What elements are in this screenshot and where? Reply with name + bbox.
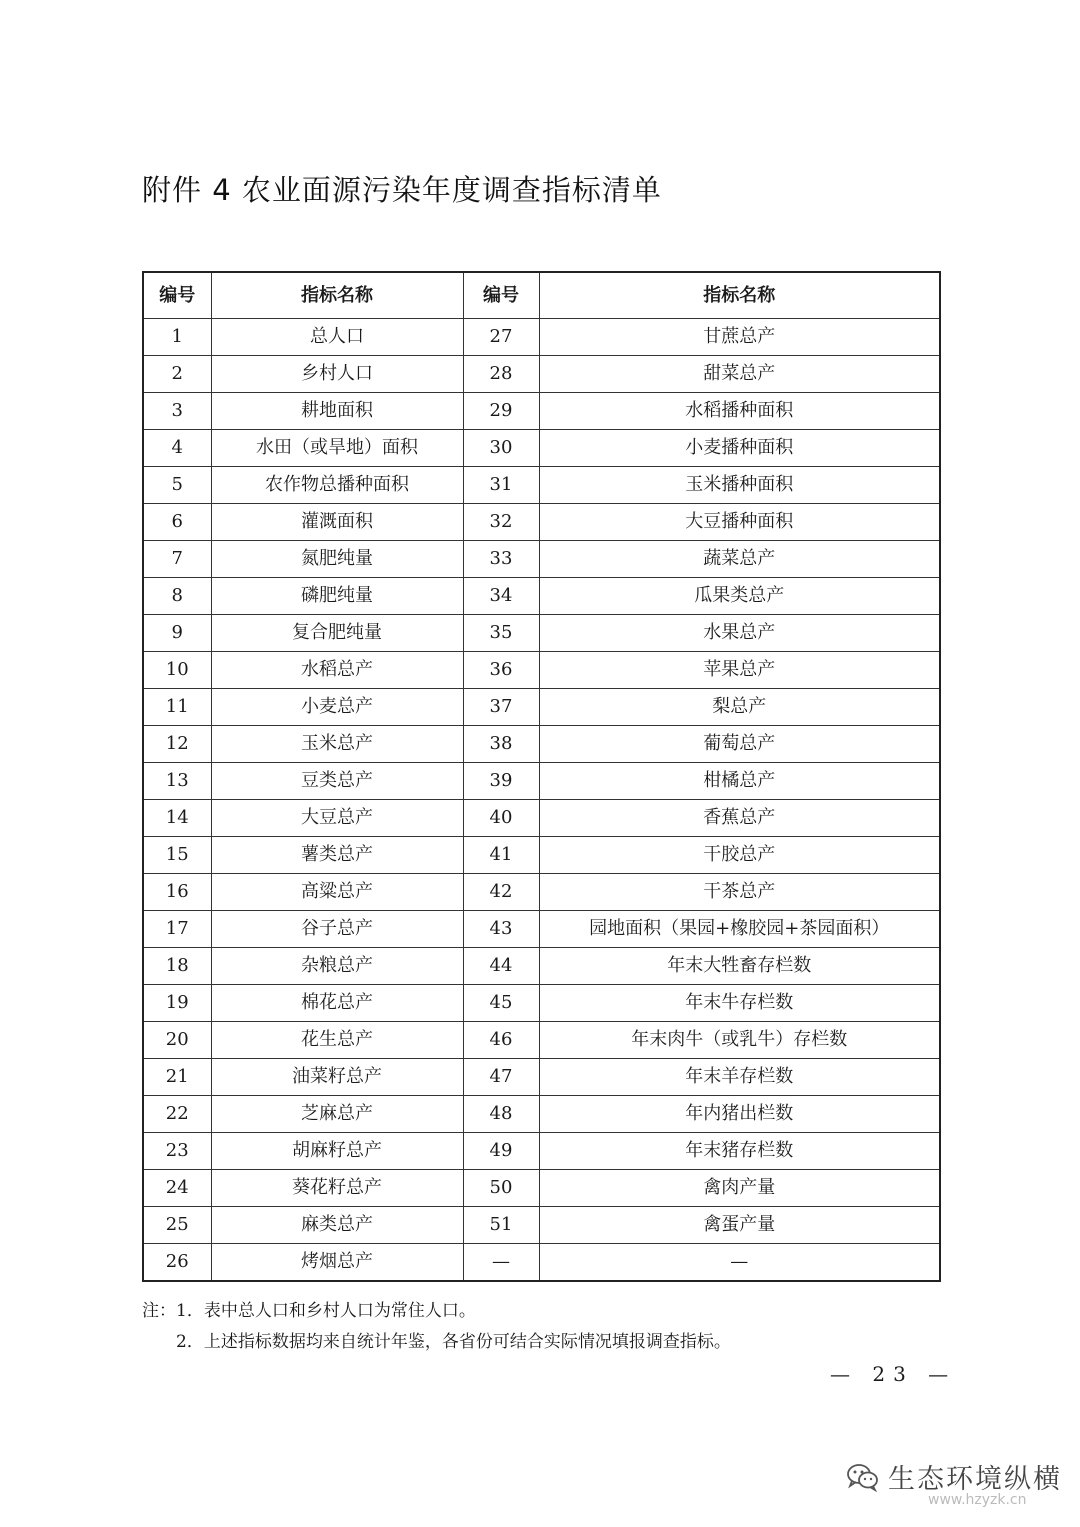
row-name-right: 年末牛存栏数 [539,985,940,1022]
row-name-right: — [539,1244,940,1282]
row-name-right: 玉米播种面积 [539,467,940,504]
footnotes [142,1296,731,1358]
table-row [143,1133,940,1170]
row-name-right: 梨总产 [539,689,940,726]
row-number-left: 2 [143,356,211,393]
row-name-left: 水田（或旱地）面积 [211,430,463,467]
table-row [143,911,940,948]
row-name-right: 年末肉牛（或乳牛）存栏数 [539,1022,940,1059]
table-row [143,652,940,689]
row-number-right: 38 [463,726,539,763]
row-number-left: 24 [143,1170,211,1207]
watermark-url: www.hzyzk.cn [928,1492,1027,1508]
row-number-left: 13 [143,763,211,800]
row-number-left: 17 [143,911,211,948]
row-number-left: 16 [143,874,211,911]
header-name-right: 指标名称 [539,272,940,319]
row-number-left: 18 [143,948,211,985]
row-number-right: 46 [463,1022,539,1059]
row-name-left: 磷肥纯量 [211,578,463,615]
row-name-right: 甘蔗总产 [539,319,940,356]
row-name-left: 总人口 [211,319,463,356]
table-row [143,393,940,430]
row-name-left: 麻类总产 [211,1207,463,1244]
row-name-left: 灌溉面积 [211,504,463,541]
row-number-right: 48 [463,1096,539,1133]
row-name-left: 玉米总产 [211,726,463,763]
row-name-left: 农作物总播种面积 [211,467,463,504]
row-number-right: 50 [463,1170,539,1207]
row-name-right: 瓜果类总产 [539,578,940,615]
row-name-right: 年内猪出栏数 [539,1096,940,1133]
table-row [143,615,940,652]
row-number-left: 9 [143,615,211,652]
row-name-left: 小麦总产 [211,689,463,726]
row-name-right: 干茶总产 [539,874,940,911]
row-number-right: 34 [463,578,539,615]
table-row [143,1170,940,1207]
table-row [143,1244,940,1282]
row-number-left: 26 [143,1244,211,1282]
row-name-right: 园地面积（果园+橡胶园+茶园面积） [539,911,940,948]
row-number-right: 31 [463,467,539,504]
table-row [143,578,940,615]
watermark-text: 生态环境纵横 [888,1464,1062,1495]
table-row [143,874,940,911]
row-number-left: 14 [143,800,211,837]
row-number-left: 20 [143,1022,211,1059]
row-number-right: 35 [463,615,539,652]
table-row [143,541,940,578]
page-number: — 23 — [830,1362,957,1386]
table-header-row [143,272,940,319]
table-row [143,467,940,504]
row-name-left: 水稻总产 [211,652,463,689]
row-number-right: 41 [463,837,539,874]
row-name-left: 胡麻籽总产 [211,1133,463,1170]
row-name-left: 氮肥纯量 [211,541,463,578]
row-name-right: 禽蛋产量 [539,1207,940,1244]
row-number-right: 47 [463,1059,539,1096]
table-row [143,319,940,356]
row-name-left: 谷子总产 [211,911,463,948]
row-number-right: 27 [463,319,539,356]
table-row [143,763,940,800]
row-number-left: 5 [143,467,211,504]
row-number-left: 19 [143,985,211,1022]
row-number-right: 45 [463,985,539,1022]
row-name-left: 薯类总产 [211,837,463,874]
row-name-right: 葡萄总产 [539,726,940,763]
header-number-right: 编号 [463,272,539,319]
row-number-left: 7 [143,541,211,578]
row-number-right: 37 [463,689,539,726]
watermark [846,1457,1062,1496]
footnote-1: 注：1．表中总人口和乡村人口为常住人口。 [142,1301,476,1321]
row-number-right: 36 [463,652,539,689]
row-name-left: 大豆总产 [211,800,463,837]
table-row [143,356,940,393]
row-name-right: 甜菜总产 [539,356,940,393]
table-row [143,837,940,874]
row-name-left: 杂粮总产 [211,948,463,985]
row-name-left: 烤烟总产 [211,1244,463,1282]
row-number-left: 15 [143,837,211,874]
row-name-right: 香蕉总产 [539,800,940,837]
row-name-left: 高粱总产 [211,874,463,911]
row-name-left: 油菜籽总产 [211,1059,463,1096]
row-name-right: 水稻播种面积 [539,393,940,430]
row-name-left: 花生总产 [211,1022,463,1059]
page-title: 附件 4 农业面源污染年度调查指标清单 [142,173,662,207]
row-name-left: 芝麻总产 [211,1096,463,1133]
row-name-right: 大豆播种面积 [539,504,940,541]
row-number-right: 40 [463,800,539,837]
row-number-left: 8 [143,578,211,615]
row-number-right: 39 [463,763,539,800]
table-row [143,689,940,726]
row-number-right: 33 [463,541,539,578]
row-number-left: 3 [143,393,211,430]
row-number-left: 10 [143,652,211,689]
row-number-right: 30 [463,430,539,467]
table-row [143,1059,940,1096]
indicator-table [142,271,941,1282]
row-number-left: 11 [143,689,211,726]
table-row [143,504,940,541]
row-number-right: — [463,1244,539,1282]
row-name-right: 禽肉产量 [539,1170,940,1207]
footnote-2: 2．上述指标数据均来自统计年鉴，各省份可结合实际情况填报调查指标。 [176,1332,731,1352]
row-name-left: 棉花总产 [211,985,463,1022]
row-number-left: 23 [143,1133,211,1170]
row-number-right: 43 [463,911,539,948]
row-name-left: 葵花籽总产 [211,1170,463,1207]
table-row [143,726,940,763]
wechat-icon [846,1462,880,1492]
row-name-right: 年末猪存栏数 [539,1133,940,1170]
row-number-left: 21 [143,1059,211,1096]
table-row [143,800,940,837]
table-row [143,430,940,467]
row-number-right: 42 [463,874,539,911]
row-name-left: 乡村人口 [211,356,463,393]
row-number-left: 6 [143,504,211,541]
row-name-right: 苹果总产 [539,652,940,689]
row-number-left: 1 [143,319,211,356]
row-name-right: 柑橘总产 [539,763,940,800]
table-row [143,1207,940,1244]
row-number-right: 29 [463,393,539,430]
row-number-left: 22 [143,1096,211,1133]
row-number-right: 32 [463,504,539,541]
row-name-left: 豆类总产 [211,763,463,800]
header-number-left: 编号 [143,272,211,319]
row-name-right: 年末羊存栏数 [539,1059,940,1096]
row-name-right: 水果总产 [539,615,940,652]
row-name-right: 干胶总产 [539,837,940,874]
row-number-right: 28 [463,356,539,393]
row-number-left: 25 [143,1207,211,1244]
table-row [143,948,940,985]
row-number-right: 51 [463,1207,539,1244]
row-name-right: 小麦播种面积 [539,430,940,467]
row-name-right: 蔬菜总产 [539,541,940,578]
row-name-right: 年末大牲畜存栏数 [539,948,940,985]
table-row [143,1096,940,1133]
row-name-left: 复合肥纯量 [211,615,463,652]
row-name-left: 耕地面积 [211,393,463,430]
row-number-right: 44 [463,948,539,985]
row-number-right: 49 [463,1133,539,1170]
table-row [143,1022,940,1059]
header-name-left: 指标名称 [211,272,463,319]
table-row [143,985,940,1022]
row-number-left: 12 [143,726,211,763]
row-number-left: 4 [143,430,211,467]
table-body [143,319,940,1282]
